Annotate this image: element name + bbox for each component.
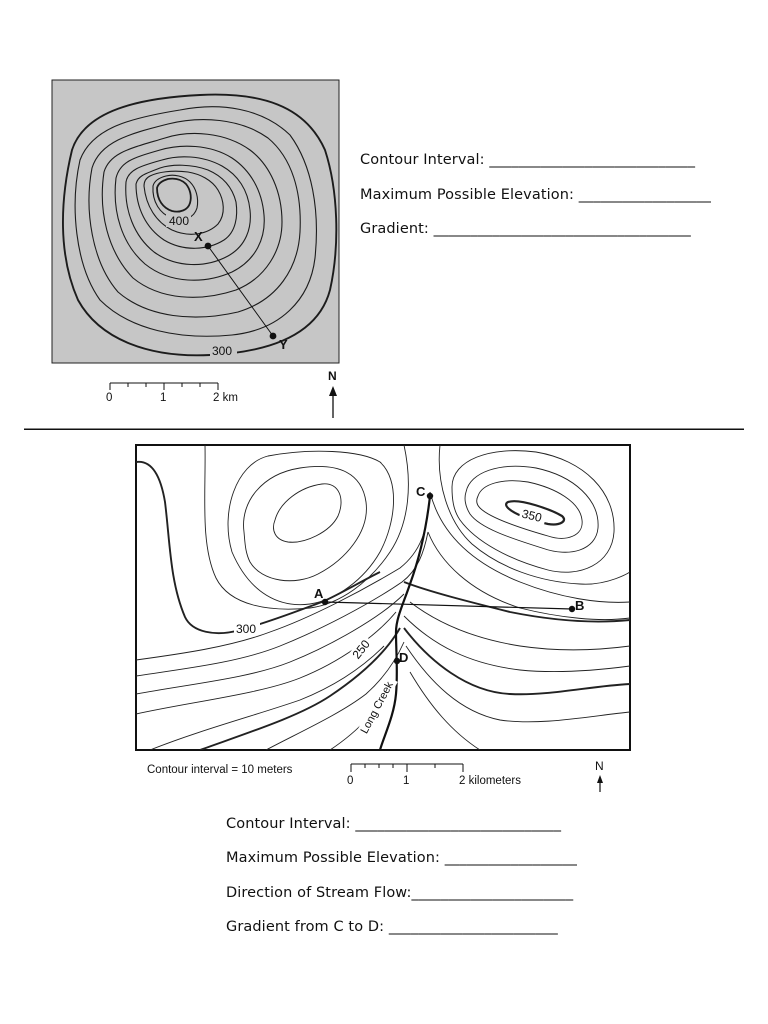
map2-scale-bar <box>351 764 463 772</box>
contour-label-350: 350 <box>520 506 544 525</box>
contour-label-300-map2: 300 <box>236 622 257 636</box>
contour-interval-note: Contour interval = 10 meters <box>147 764 293 776</box>
point-d-label: D <box>399 650 409 665</box>
q1-contour-interval[interactable]: Contour Interval: ____________________________ <box>360 152 696 168</box>
q2-contour-interval[interactable]: Contour Interval: ____________________________ <box>226 816 562 832</box>
point-c-marker <box>427 493 433 499</box>
spot-x-marker <box>205 243 212 250</box>
q2-max-elevation[interactable]: Maximum Possible Elevation: __________________ <box>226 850 577 866</box>
map2 <box>0 432 768 802</box>
spot-x-label: X <box>194 229 203 244</box>
spot-y-marker <box>270 333 277 340</box>
long-creek-label: Long Creek <box>358 679 396 736</box>
point-a-label: A <box>314 586 324 601</box>
map2-north-label: N <box>595 759 604 773</box>
map1-scale-tick-0: 0 <box>106 392 113 404</box>
point-c-label: C <box>416 484 426 499</box>
map1 <box>0 0 768 430</box>
q1-gradient[interactable]: Gradient: ___________________________________ <box>360 221 691 237</box>
map1-scale-tick-2: 2 km <box>213 392 238 404</box>
map1-scale-bar <box>110 383 218 390</box>
map2-north-arrow-icon <box>597 775 603 792</box>
map1-north-label: N <box>328 369 337 383</box>
contour-label-400: 400 <box>169 214 190 228</box>
map1-frame <box>52 80 339 363</box>
spot-y-label: Y <box>279 337 288 352</box>
q1-max-elevation[interactable]: Maximum Possible Elevation: __________________ <box>360 187 711 203</box>
map2-scale-tick-2: 2 kilometers <box>459 775 521 787</box>
point-b-label: B <box>575 598 585 613</box>
map2-scale-tick-1: 1 <box>403 775 410 787</box>
map1-scale-tick-1: 1 <box>160 392 167 404</box>
map1-north-arrow-icon <box>329 386 337 418</box>
q2-stream-direction[interactable]: Direction of Stream Flow:______________________ <box>226 885 574 901</box>
map2-scale-tick-0: 0 <box>347 775 354 787</box>
contour-label-300: 300 <box>212 344 233 358</box>
contour-label-250: 250 <box>349 637 373 662</box>
q2-gradient-cd[interactable]: Gradient from C to D: _______________________ <box>226 919 558 935</box>
